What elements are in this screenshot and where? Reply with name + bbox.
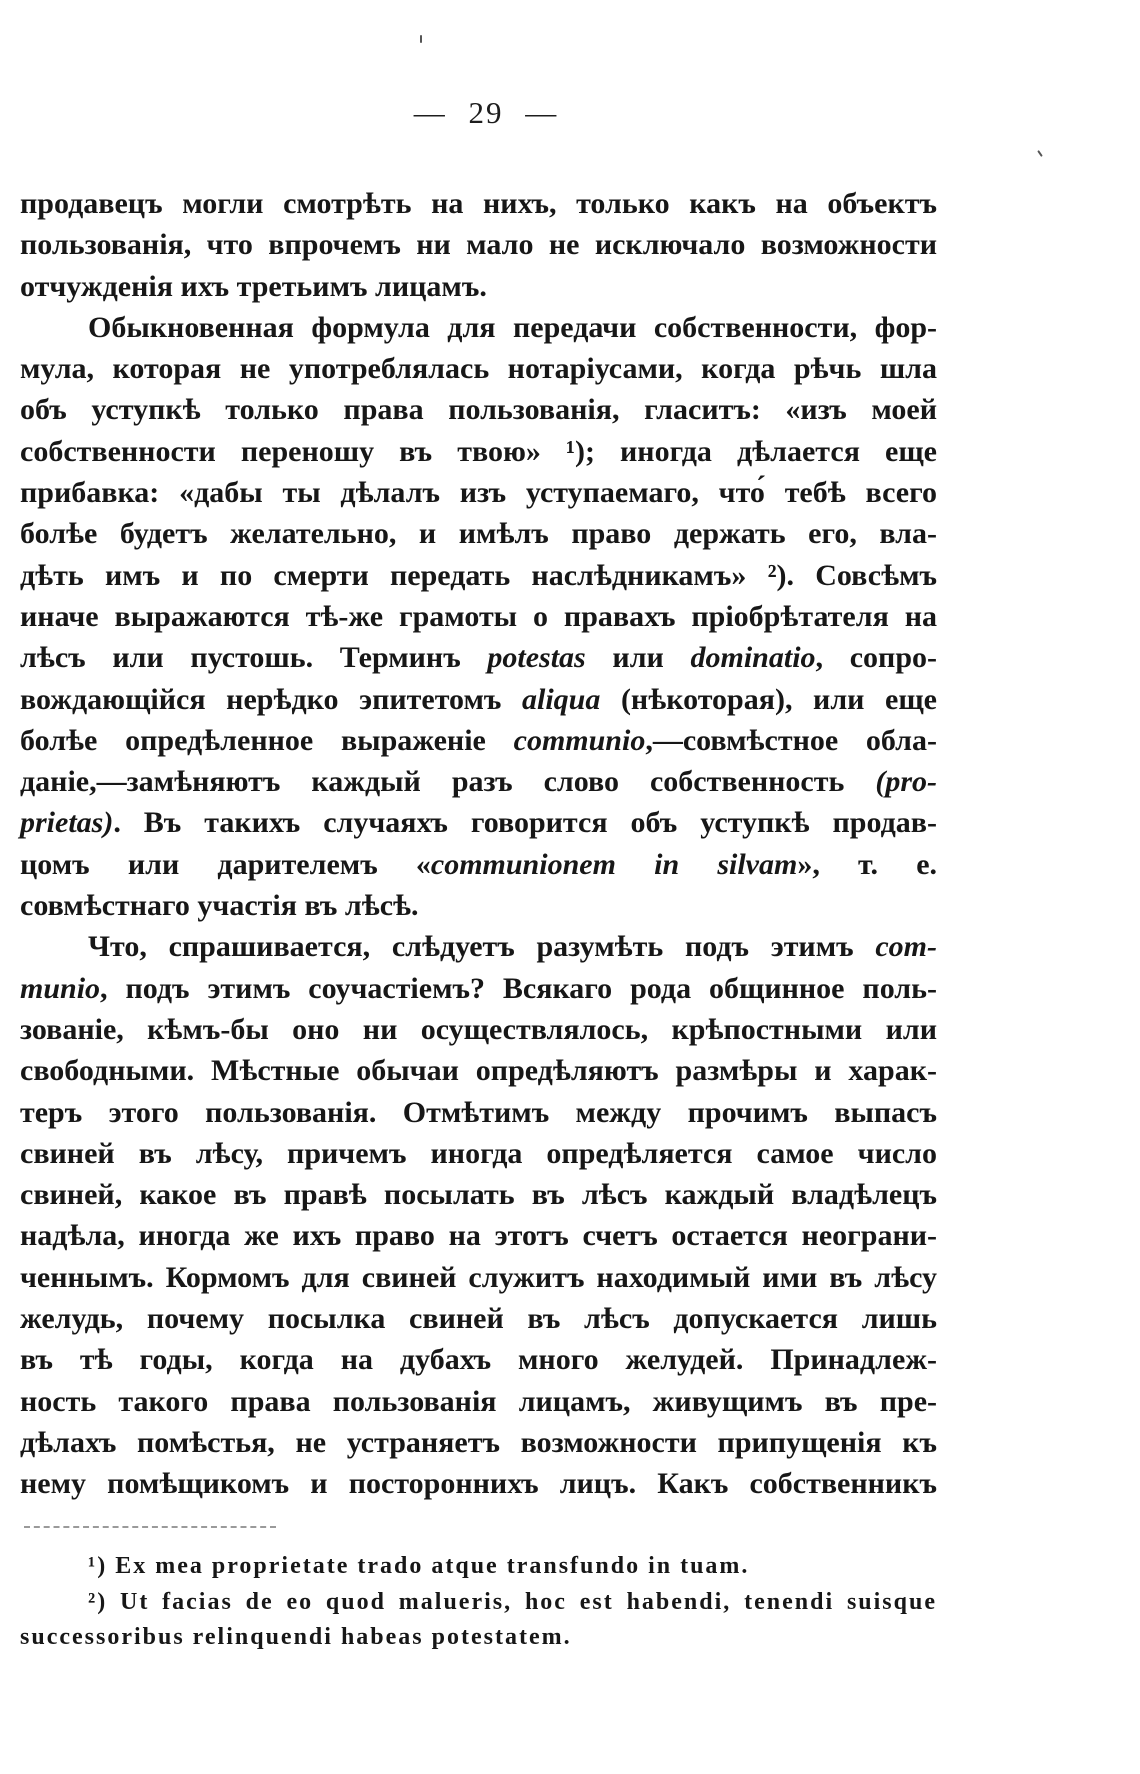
text-line: [20, 637, 937, 678]
text-line: теръ этого пользованія. Отмѣтимъ между прочимъ выпасъ: [20, 1095, 937, 1129]
body-text: [20, 183, 937, 1505]
text-line: дѣлахъ помѣстья, не устраняетъ возможности припущенія къ: [20, 1425, 937, 1459]
text-run: . Въ такихъ случаяхъ говорится объ уступкѣ продав-: [113, 806, 937, 840]
text-line: собственности переношу въ твою» ¹); иногда дѣлается еще: [20, 434, 937, 468]
footnote-line: ²) Ut facias de eo quod malueris, hoc est habendi, tenendi suisque: [88, 1588, 937, 1615]
text-line: Обыкновенная формула для передачи собственности, фор-: [88, 310, 937, 344]
text-line: свиней въ лѣсу, причемъ иногда опредѣляется самое число: [20, 1136, 937, 1170]
text-line: нему помѣщикомъ и постороннихъ лицъ. Какъ собственникъ: [20, 1467, 937, 1501]
text-line: иначе выражаются тѣ-же грамоты о правахъ пріобрѣтателя на: [20, 599, 937, 633]
italic-latin-term: prietas): [20, 806, 114, 840]
text-line: совмѣстнаго участія въ лѣсѣ.: [20, 889, 419, 923]
text-line: свободными. Мѣстные обычаи опредѣляютъ размѣры и харак-: [20, 1054, 937, 1088]
text-run: , подъ этимъ соучастіемъ? Всякаго рода общинное поль-: [100, 971, 937, 1005]
text-line: пользованія, что впрочемъ ни мало не исключало возможности: [20, 228, 937, 262]
text-line: надѣла, иногда же ихъ право на этотъ счетъ остается неограни-: [20, 1219, 937, 1253]
footnote-line: successoribus relinquendi habeas potestatem.: [20, 1624, 572, 1650]
text-line: [20, 720, 937, 761]
text-run: (нѣкоторая), или еще: [600, 682, 937, 716]
footnote-line: ¹) Ex mea proprietate trado atque transfundo in tuam.: [88, 1553, 750, 1579]
text-line: прибавка: «дабы ты дѣлалъ изъ уступаемаго, что́ тебѣ всего: [20, 476, 937, 510]
scan-speck: [420, 35, 422, 43]
text-line: [20, 968, 937, 1009]
text-line: [20, 802, 937, 843]
text-run: ,—совмѣстное обла-: [645, 723, 937, 757]
text-line: зованіе, кѣмъ-бы оно ни осуществлялось, крѣпостными или: [20, 1012, 937, 1046]
paragraph-2: [20, 307, 937, 926]
italic-latin-term: potestas: [487, 641, 586, 675]
text-run: », т. е.: [797, 847, 938, 881]
footnote-separator: [24, 1526, 276, 1528]
text-line: продавецъ могли смотрѣть на нихъ, только какъ на объектъ: [20, 187, 937, 220]
italic-latin-term: dominatio: [690, 641, 816, 675]
text-line: ченнымъ. Кормомъ для свиней служитъ находимый ими въ лѣсу: [20, 1260, 937, 1294]
paragraph-1: [20, 183, 937, 307]
page-number: — 29 —: [413, 95, 559, 130]
text-line: [20, 679, 937, 720]
text-run: или: [585, 641, 691, 675]
italic-latin-term: munio: [20, 971, 101, 1005]
text-line: свиней, какое въ правѣ посылать въ лѣсъ каждый владѣлецъ: [20, 1178, 937, 1212]
text-run: даніе,—замѣняютъ каждый разъ слово собственность: [20, 765, 876, 799]
text-run: цомъ или дарителемъ «: [20, 847, 431, 881]
text-run: лѣсъ или пустошь. Терминъ: [20, 641, 488, 675]
text-line: объ уступкѣ только права пользованія, гласитъ: «изъ моей: [20, 393, 937, 427]
italic-latin-term: aliqua: [522, 682, 601, 716]
text-line: болѣе будетъ желательно, и имѣлъ право держать его, вла-: [20, 517, 937, 551]
paragraph-3: [20, 926, 937, 1504]
text-run: Что, спрашивается, слѣдуетъ разумѣть подъ этимъ: [88, 930, 876, 964]
text-line: [20, 761, 937, 802]
text-line: [20, 926, 937, 967]
text-line: въ тѣ годы, когда на дубахъ много желудей. Принадлеж-: [20, 1343, 937, 1377]
text-line: отчужденія ихъ третьимъ лицамъ.: [20, 269, 487, 303]
footnote-1: [20, 1549, 937, 1585]
text-line: мула, которая не употреблялась нотаріусами, когда рѣчь шла: [20, 352, 937, 386]
text-line: [20, 844, 937, 885]
footnotes: [20, 1549, 937, 1656]
text-run: болѣе опредѣленное выраженіе: [20, 723, 514, 757]
text-line: желудь, почему посылка свиней въ лѣсъ допускается лишь: [20, 1302, 937, 1336]
text-run: , сопро-: [815, 641, 937, 675]
footnote-2: [20, 1585, 937, 1656]
italic-latin-term: communionem in silvam: [430, 847, 798, 881]
text-line: ность такого права пользованія лицамъ, живущимъ въ пре-: [20, 1384, 937, 1418]
text-line: дѣть имъ и по смерти передать наслѣдникамъ» ²). Совсѣмъ: [20, 558, 937, 592]
scan-speck: [1037, 150, 1043, 157]
italic-latin-term: communio: [513, 723, 646, 757]
italic-latin-term: (pro-: [875, 765, 937, 799]
text-run: вождающійся нерѣдко эпитетомъ: [20, 682, 522, 716]
italic-latin-term: com-: [875, 930, 937, 964]
